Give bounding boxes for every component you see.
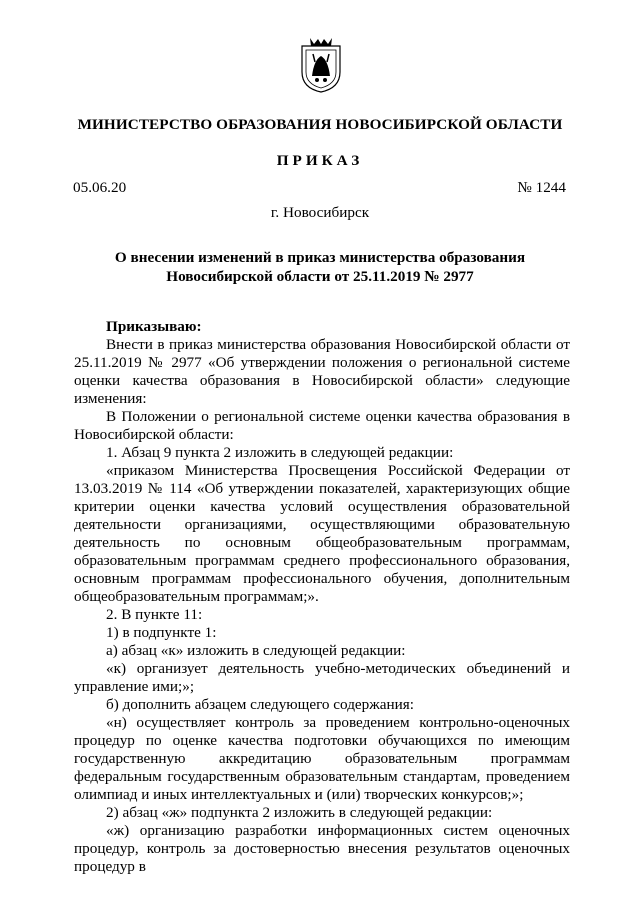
document-number: № 1244 [517,179,566,196]
paragraph: В Положении о региональной системе оценки качества образования в Новосибирской области: [74,408,570,443]
document-body [74,318,570,876]
document-type: ПРИКАЗ [276,152,364,169]
paragraph: 1. Абзац 9 пункта 2 изложить в следующей редакции: [106,444,454,461]
paragraph: 2. В пункте 11: [106,606,203,623]
order-intro: Приказываю: [106,318,202,335]
coat-of-arms-icon [298,36,344,94]
document-date: 05.06.20 [73,179,127,196]
document-city: г. Новосибирск [270,204,370,221]
ministry-title: МИНИСТЕРСТВО ОБРАЗОВАНИЯ НОВОСИБИРСКОЙ ОБЛАСТИ [77,116,563,133]
paragraph: «приказом Министерства Просвещения Российской Федерации от 13.03.2019 № 114 «Об утверждении показателей, характеризующих общие критерии оценки качества условий осуществления образовательной деятельности организациями, осуществляющими образовательную деятельность по основным общеобразовательным программам, образовательным программам среднего профессионального образования, основным программам профессионального обучения, дополнительным общеобразовательным программам;». [74,462,570,605]
paragraph: «ж) организацию разработки информационных систем оценочных процедур, контроль за достоверностью внесения результатов оценочных процедур в [74,822,570,875]
paragraph: «н) осуществляет контроль за проведением контрольно-оценочных процедур по оценке качества подготовки обучающихся по имеющим государственную аккредитацию образовательным программам федеральным государственным образовательным стандартам, проведением олимпиад и иных интеллектуальных и (или) творческих конкурсов;»; [74,714,570,803]
document-subject: О внесении изменений в приказ министерства образования Новосибирской области от 25.11.2019 № 2977 [114,249,526,285]
paragraph: 1) в подпункте 1: [106,624,217,641]
paragraph: 2) абзац «ж» подпункта 2 изложить в следующей редакции: [106,804,493,821]
paragraph: Внести в приказ министерства образования Новосибирской области от 25.11.2019 № 2977 «Об утверждении положения о региональной системе оценки качества образования в Новосибирской области» следующие изменения: [74,336,570,407]
paragraph: а) абзац «к» изложить в следующей редакции: [106,642,406,659]
paragraph: «к) организует деятельность учебно-методических объединений и управление ими;»; [74,660,570,695]
paragraph: б) дополнить абзацем следующего содержания: [106,696,414,713]
